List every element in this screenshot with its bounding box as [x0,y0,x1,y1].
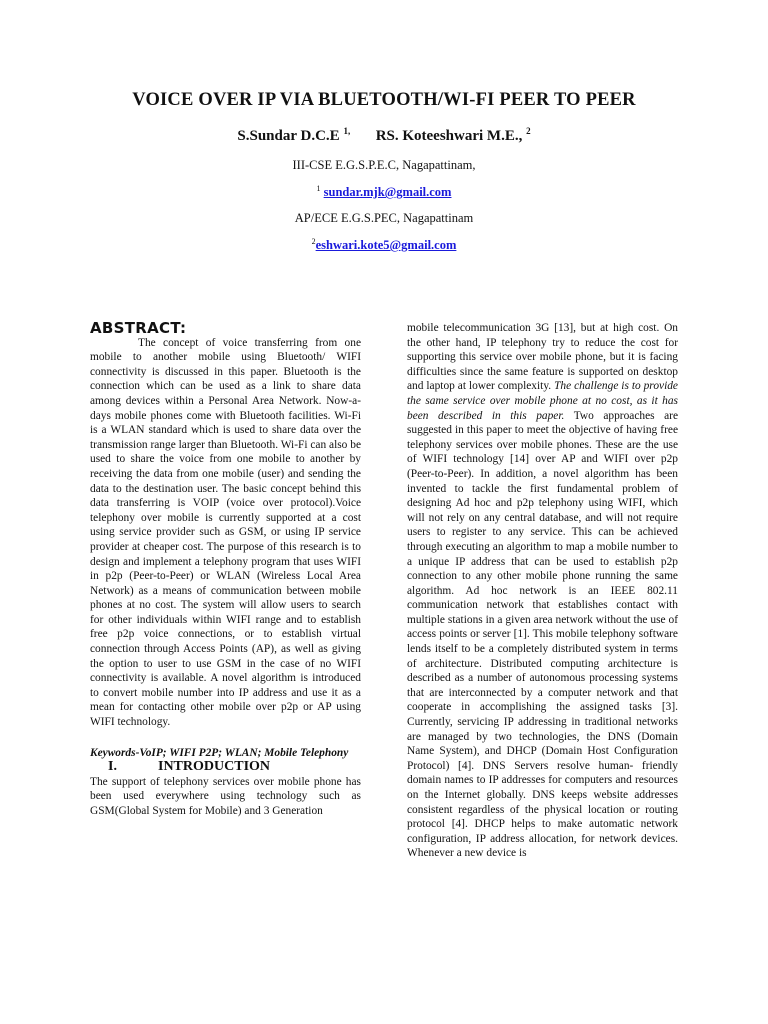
intro-challenge-italic: The challenge is to provide the same service over mobile phone at no cost, as it has been described in this paper. [407,380,678,422]
abstract-heading: ABSTRACT: [90,319,187,337]
keywords: Keywords-VoIP; WIFI P2P; WLAN; Mobile Telephony [90,746,349,759]
email-link-2[interactable]: eshwari.kote5@gmail.com [315,238,457,253]
section-number: I. [108,759,117,775]
affiliation-1: III-CSE E.G.S.P.E.C, Nagapattinam, [292,158,476,172]
left-column [90,321,361,819]
email-line-1 [0,184,768,200]
affiliation-2: AP/ECE E.G.S.PEC, Nagapattinam [294,211,474,225]
right-column [407,321,678,861]
introduction-paragraph-start: The support of telephony services over mobile phone has been used everywhere using technology such as GSM(Global System for Mobile) and 3 Generation [90,775,361,817]
author-1-name: S.Sundar D.C.E [237,128,340,144]
email-line-2 [0,237,768,253]
intro-text-before: mobile telecommunication 3G [13], but at high cost. On the other hand, IP telephony try to reduce the cost for supporting this service over mobile phone, but it is facing difficulties since the same feature is supported on desktop and laptop at lower complexity. [407,322,678,393]
author-2-name: RS. Koteeshwari M.E., [375,128,523,144]
email-1-sup: 1 [316,184,321,193]
intro-text-after: Two approaches are suggested in this paper to meet the objective of having free telephony services over mobile phones. These are the use of WIFI technology [14] over AP and WIFI over p2p (Peer-to-Peer). In addition, a novel algorithm has been invented to tackle the first fundamental problem of designing Ad hoc and p2p telephony using WIFI, which will not rely on any central database, and will not require users to register to any service. This can be achieved through executing an algorithm to map a mobile number to a unique IP address that can be used to establish p2p connection to any other mobile phone running the same algorithm. Ad hoc network is an IEEE 802.11 communication network that establishes contact with multiple stations in a given area network without the use of access points or server [1]. This mobile telephony software lends itself to be a completely distributed system in terms of architecture. Distributed computing architecture is described as a number of autonomous processing systems that are interconnected by a computer network and that cooperate in accomplishing the assigned tasks [3]. Currently, servicing IP addressing in traditional networks are managed by two technologies, the DNS (Domain Name System), and DHCP (Domain Host Configuration Protocol) [4]. DNS Servers resolve human- friendly domain names to IP addresses for computers and resources on the Internet globally. DNS keeps website addresses consistent regardless of the physical location or routing protocol [4]. DHCP helps to make automatic network configuration, IP address allocation, for network devices. Whenever a new device is [407,409,678,860]
author-2-sup: 2 [526,126,531,136]
email-link-1[interactable]: sundar.mjk@gmail.com [323,185,452,200]
paper-title: VOICE OVER IP VIA BLUETOOTH/WI-FI PEER TO PEER [132,90,636,110]
introduction-paragraph-continued [407,321,678,861]
abstract-body: The concept of voice transferring from one mobile to another mobile using Bluetooth/ WIFI connectivity is discussed in this paper. Bluetooth is the connection which can be used as a link to share data among devices within a Personal Area Network. Now-a-days mobile phones come with Bluetooth facilities. Wi-Fi is a WLAN standard which is used to share data over the transmission range larger than Bluetooth. Wi-Fi can also be used to share the voice from one mobile to another by receiving the data from one mobile (user) and sending the data to the destination user. The basic concept behind this data transferring is VOIP (voice over protocol).Voice telephony over mobile is currently supported at a cost using service provider such as GSM, or using IP service provider at cheaper cost. The purpose of this research is to design and implement a telephony program that uses WIFI in p2p (Peer-to-Peer) or WLAN (Wireless Local Area Network) as a means of communication between mobile phones at no cost. The system will allow users to search for other individuals within WIFI range and to establish free p2p voice connections, or to establish virtual connection through Access Points (AP), as well as giving the option to user to use GSM in the case of no WIFI connectivity is available. A novel algorithm is introduced to convert mobile number into IP address and use it as a mean for contacting other mobile over p2p or AP using WIFI technology. [90,336,361,729]
email-2-sup: 2 [311,237,316,246]
introduction-heading [90,760,361,775]
author-line [0,126,768,145]
section-title: INTRODUCTION [158,759,271,775]
author-1-sup: 1, [343,126,351,136]
